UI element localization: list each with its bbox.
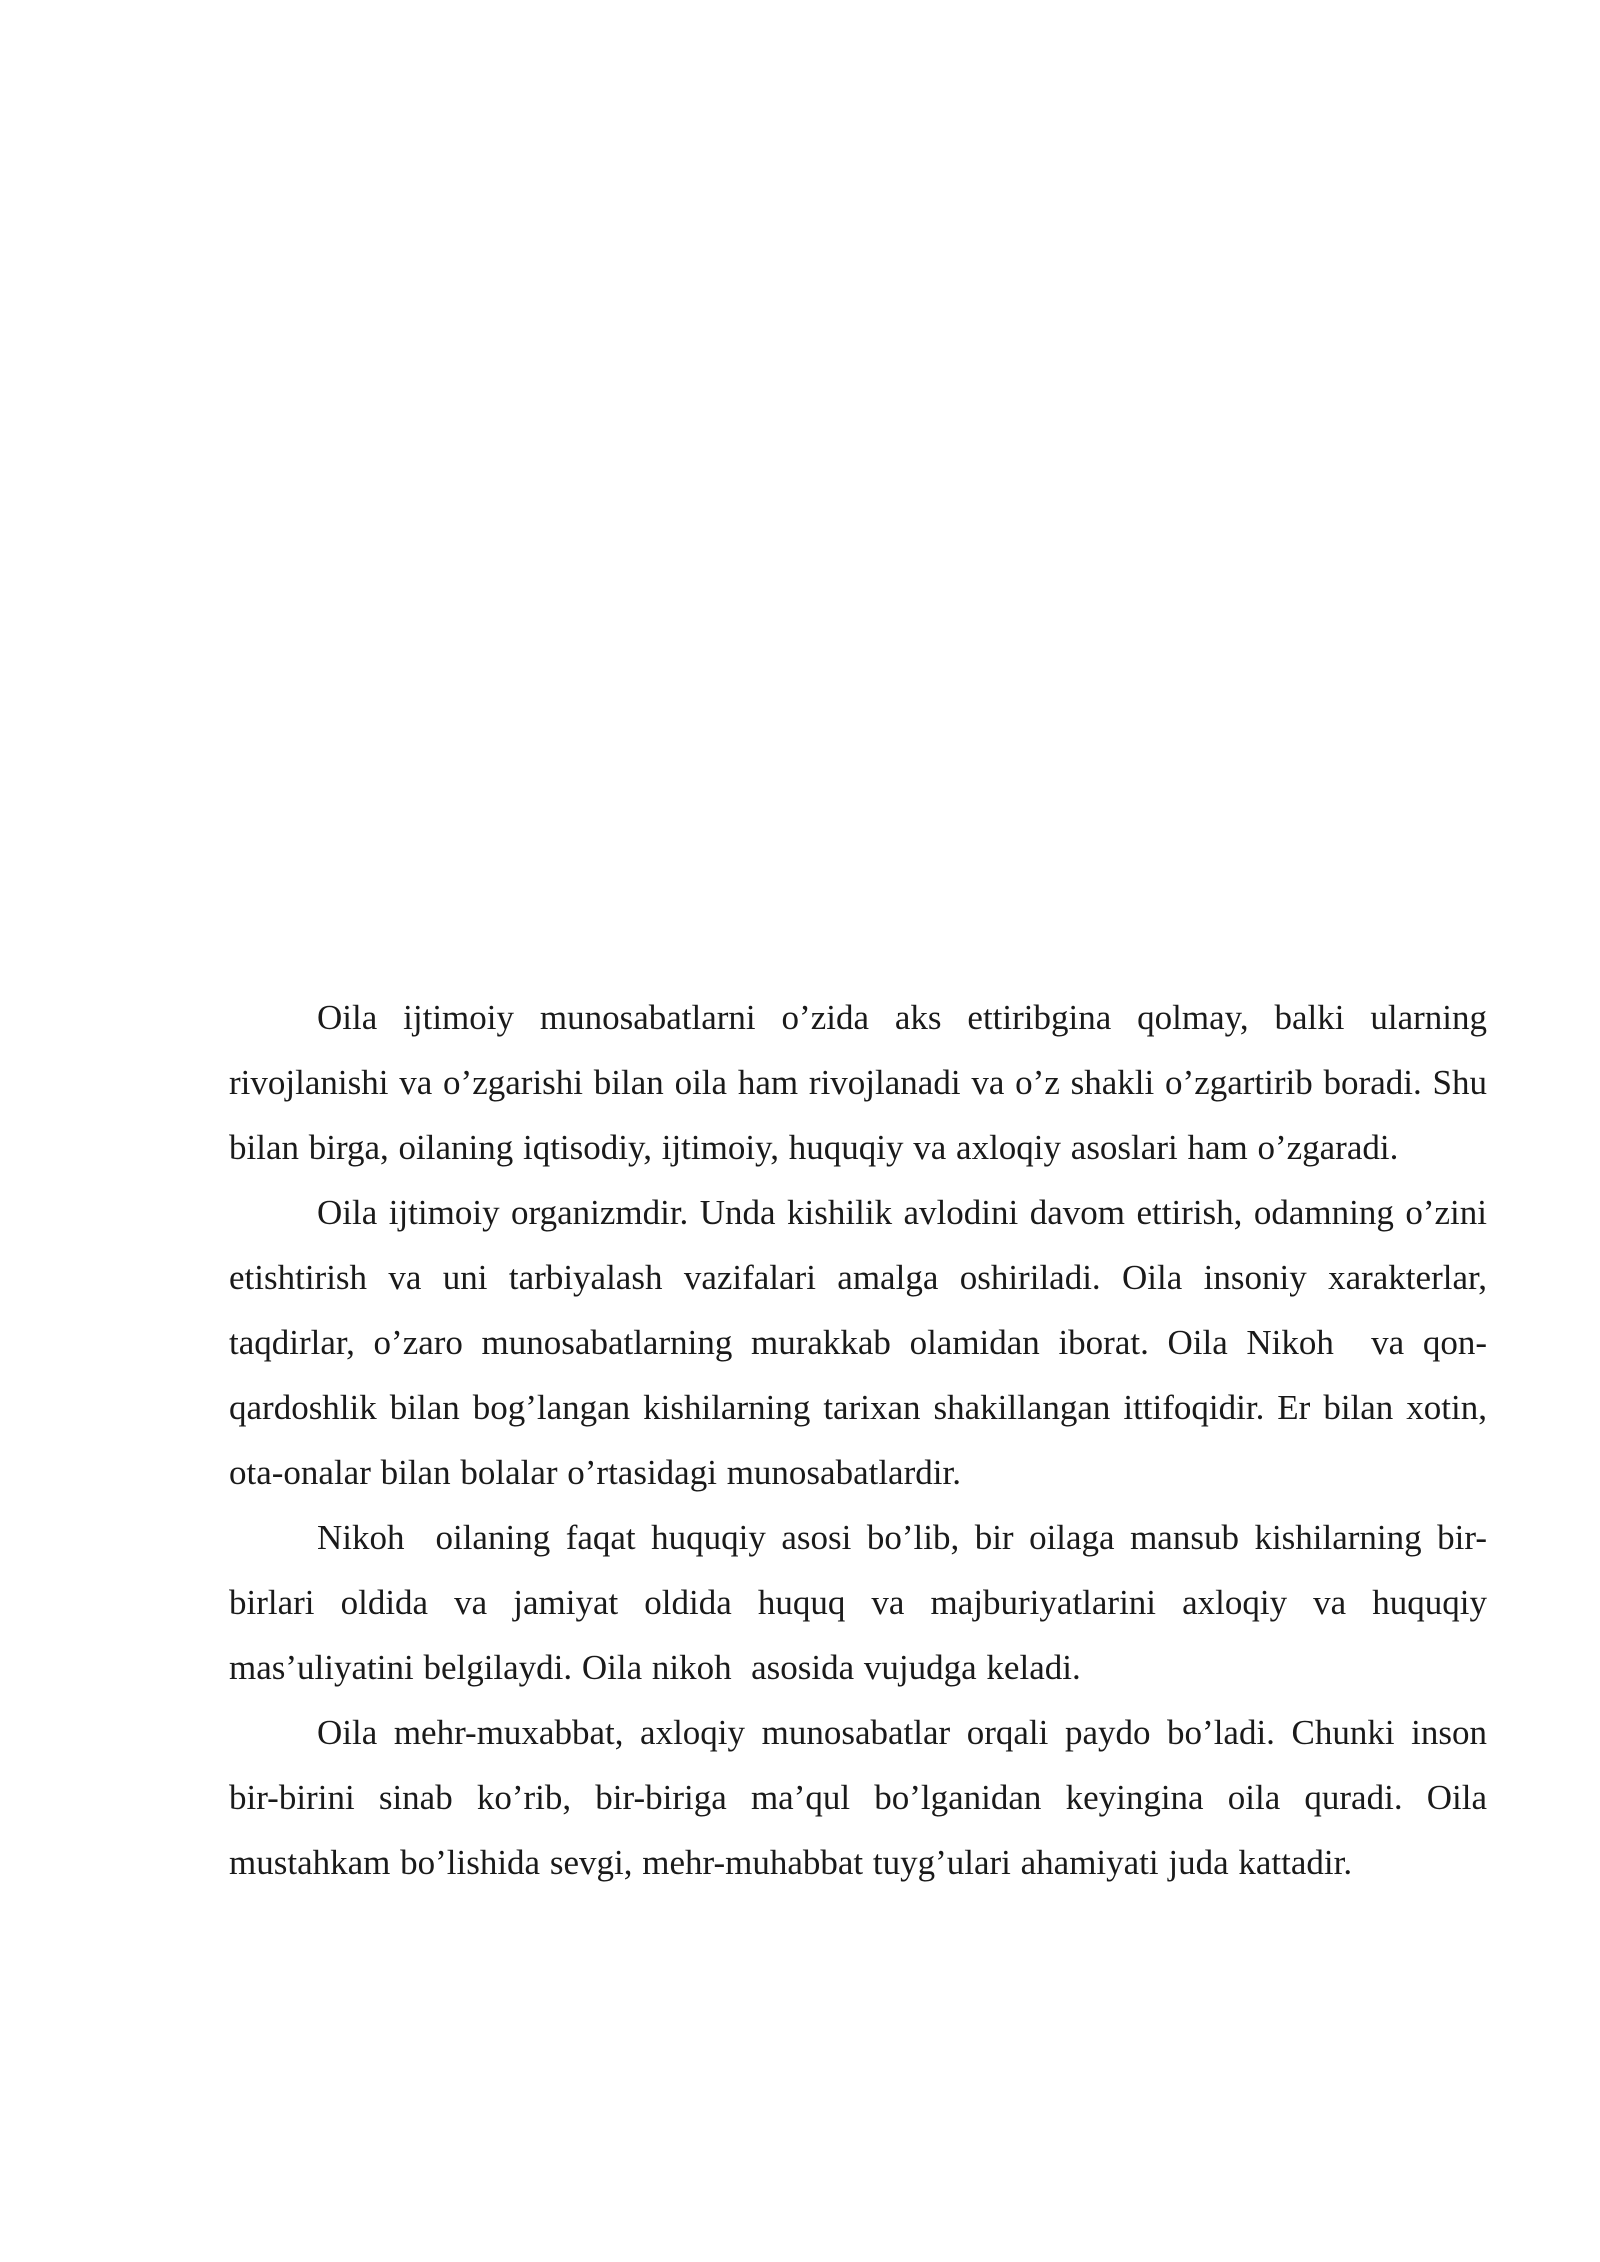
- paragraph: Oila ijtimoiy organizmdir. Unda kishilik avlodini davom ettirish, odamning o’zini etishtirish va uni tarbiyalash vazifalari amalga oshiriladi. Oila insoniy xarakterlar, taqdirlar, o’zaro munosabatlarning murakkab olamidan iborat. Oila Nikoh va qon-qardoshlik bilan bog’langan kishilarning tarixan shakillangan ittifoqidir. Er bilan xotin, ota-onalar bilan bolalar o’rtasidagi munosabatlardir.: [229, 1193, 1497, 1492]
- paragraph: Nikoh oilaning faqat huquqiy asosi bo’lib, bir oilaga mansub kishilarning bir-birlari oldida va jamiyat oldida huquq va majburiyatlarini axloqiy va huquqiy mas’uliyatini belgilaydi. Oila nikoh asosida vujudga keladi.: [229, 1518, 1497, 1687]
- paragraph: Oila mehr-muxabbat, axloqiy munosabatlar orqali paydo bo’ladi. Chunki inson bir-birini sinab ko’rib, bir-biriga ma’qul bo’lganidan keyingina oila quradi. Oila mustahkam bo’lishida sevgi, mehr-muhabbat tuyg’ulari ahamiyati juda kattadir.: [229, 1713, 1497, 1882]
- body-text: [229, 985, 1497, 1895]
- paragraph: Oila ijtimoiy munosabatlarni o’zida aks ettiribgina qolmay, balki ularning rivojlanishi va o’zgarishi bilan oila ham rivojlanadi va o’z shakli o’zgartirib boradi. Shu bilan birga, oilaning iqtisodiy, ijtimoiy, huquqiy va axloqiy asoslari ham o’zgaradi.: [229, 998, 1497, 1167]
